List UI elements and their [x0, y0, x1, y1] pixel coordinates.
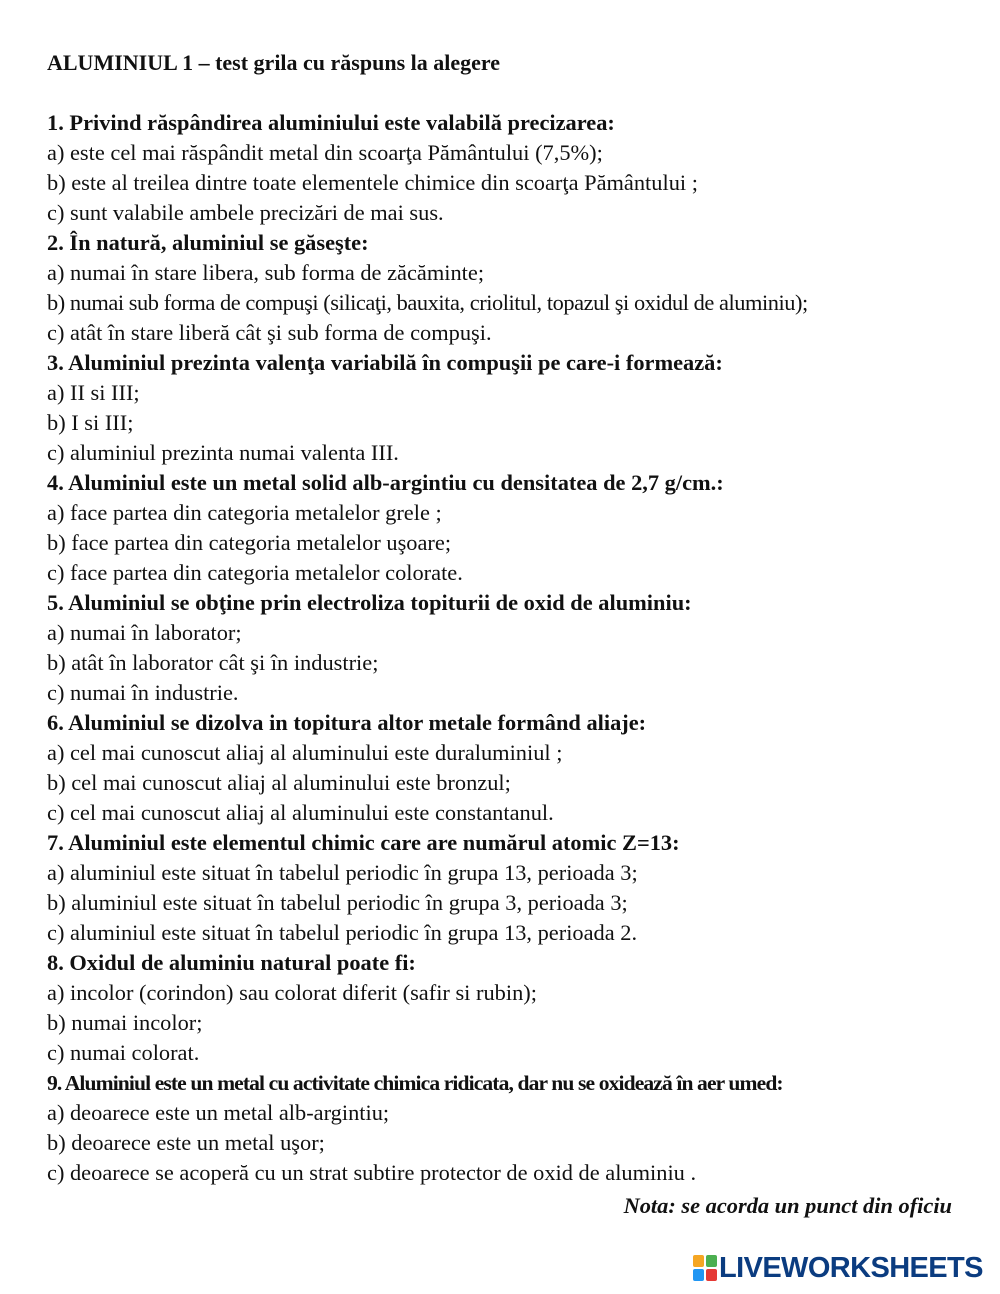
question-5-option-c: c) numai în industrie. — [47, 680, 239, 705]
question-5: 5. Aluminiul se obţine prin electroliza topiturii de oxid de aluminiu: — [47, 590, 692, 615]
question-3-option-c: c) aluminiul prezinta numai valenta III. — [47, 440, 399, 465]
question-8-option-c: c) numai colorat. — [47, 1040, 200, 1065]
question-4-option-a: a) face partea din categoria metalelor grele ; — [47, 500, 442, 525]
question-1-option-b: b) este al treilea dintre toate elementele chimice din scoarţa Pământului ; — [47, 170, 698, 195]
question-5-option-a: a) numai în laborator; — [47, 620, 242, 645]
question-4-option-b: b) face partea din categoria metalelor uşoare; — [47, 530, 452, 555]
question-2-option-c: c) atât în stare liberă cât şi sub forma de compuşi. — [47, 320, 492, 345]
question-2-option-b: b) numai sub forma de compuşi (silicaţi, bauxita, criolitul, topazul şi oxidul de aluminiu); — [47, 290, 808, 315]
question-3-option-b: b) I si III; — [47, 410, 134, 435]
question-7-option-a: a) aluminiul este situat în tabelul periodic în grupa 13, perioada 3; — [47, 860, 638, 885]
question-1-option-a: a) este cel mai răspândit metal din scoarţa Pământului (7,5%); — [47, 140, 603, 165]
question-7-option-c: c) aluminiul este situat în tabelul periodic în grupa 13, perioada 2. — [47, 920, 638, 945]
liveworksheets-logo[interactable] — [693, 1252, 983, 1284]
question-7: 7. Aluminiul este elementul chimic care are numărul atomic Z=13: — [47, 830, 680, 855]
question-6-option-a: a) cel mai cunoscut aliaj al aluminului este duraluminiul ; — [47, 740, 563, 765]
question-9-option-a: a) deoarece este un metal alb-argintiu; — [47, 1100, 390, 1125]
worksheet-title: ALUMINIUL 1 – test grila cu răspuns la alegere — [47, 50, 501, 75]
question-4-option-c: c) face partea din categoria metalelor colorate. — [47, 560, 463, 585]
logo-square-1 — [693, 1255, 704, 1267]
question-9-option-c: c) deoarece se acoperă cu un strat subtire protector de oxid de aluminiu . — [47, 1160, 697, 1185]
question-7-option-b: b) aluminiul este situat în tabelul periodic în grupa 3, perioada 3; — [47, 890, 628, 915]
liveworksheets-logo-text: LIVEWORKSHEETS — [719, 1252, 983, 1284]
logo-square-2 — [706, 1255, 717, 1267]
logo-square-3 — [693, 1269, 704, 1281]
question-9: 9. Aluminiul este un metal cu activitate chimica ridicata, dar nu se oxidează în aer umed: — [47, 1071, 783, 1095]
questions-list — [47, 108, 977, 1188]
question-1-option-c: c) sunt valabile ambele precizări de mai sus. — [47, 200, 444, 225]
question-6-option-c: c) cel mai cunoscut aliaj al aluminului este constantanul. — [47, 800, 554, 825]
question-3: 3. Aluminiul prezinta valenţa variabilă în compuşii pe care-i formează: — [47, 350, 723, 375]
question-5-option-b: b) atât în laborator cât şi în industrie; — [47, 650, 379, 675]
question-8-option-a: a) incolor (corindon) sau colorat diferit (safir si rubin); — [47, 980, 537, 1005]
logo-square-4 — [706, 1269, 717, 1281]
question-6-option-b: b) cel mai cunoscut aliaj al aluminului este bronzul; — [47, 770, 511, 795]
liveworksheets-logo-icon — [693, 1255, 717, 1281]
question-3-option-a: a) II si III; — [47, 380, 140, 405]
question-6: 6. Aluminiul se dizolva in topitura altor metale formând aliaje: — [47, 710, 647, 735]
question-2: 2. În natură, aluminiul se găseşte: — [47, 230, 369, 255]
question-8-option-b: b) numai incolor; — [47, 1010, 203, 1035]
question-8: 8. Oxidul de aluminiu natural poate fi: — [47, 950, 416, 975]
nota-footnote: Nota: se acorda un punct din oficiu — [623, 1193, 952, 1218]
question-4: 4. Aluminiul este un metal solid alb-argintiu cu densitatea de 2,7 g/cm.: — [47, 470, 724, 495]
question-9-option-b: b) deoarece este un metal uşor; — [47, 1130, 325, 1155]
question-1: 1. Privind răspândirea aluminiului este valabilă precizarea: — [47, 110, 615, 135]
question-2-option-a: a) numai în stare libera, sub forma de zăcăminte; — [47, 260, 485, 285]
